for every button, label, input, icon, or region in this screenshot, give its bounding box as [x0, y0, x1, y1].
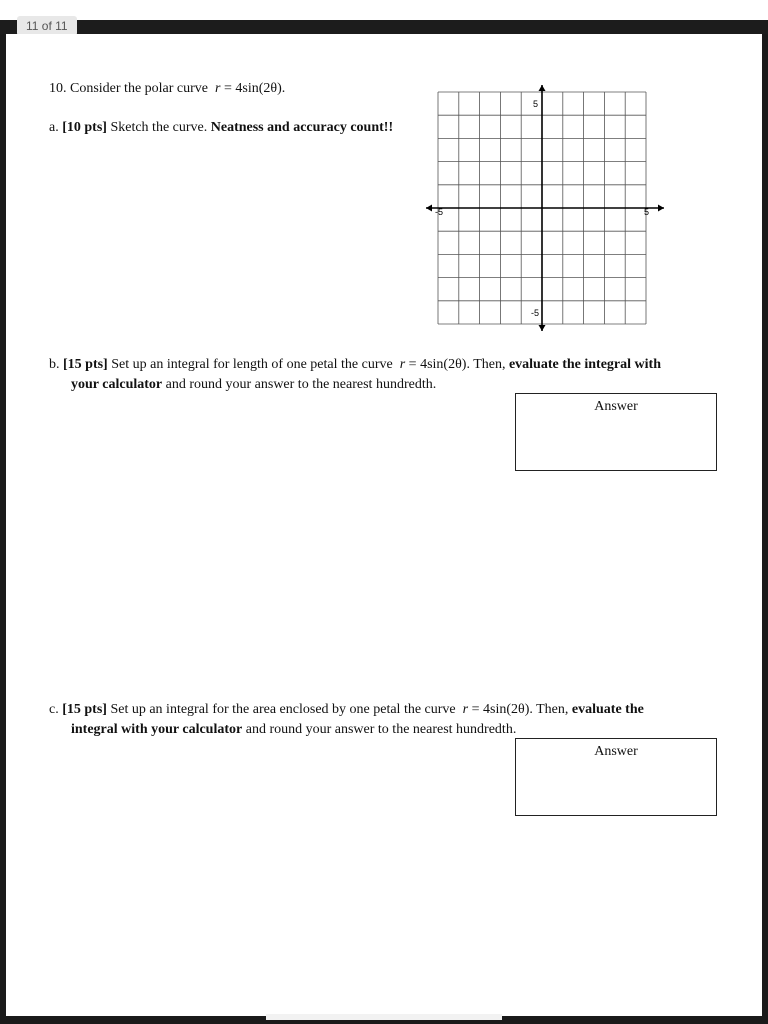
part-a-emphasis: Neatness and accuracy count!! [210, 120, 394, 135]
answer-label: Answer [594, 744, 638, 759]
part-b-line-2: your calculator and round your answer to the nearest hundredth. [71, 377, 437, 392]
question-intro: 10. Consider the polar curve r = 4sin(2θ). [49, 81, 286, 96]
tick-label-x-min: -5 [435, 207, 444, 217]
part-c-text: Set up an integral for the area enclosed by one petal the curve [110, 702, 456, 717]
part-c-line-2: integral with your calculator and round your answer to the nearest hundredth. [71, 722, 517, 737]
part-a-label: a. [49, 120, 59, 135]
answer-label: Answer [594, 399, 638, 414]
tick-label-y-min: -5 [531, 308, 540, 318]
document-page [6, 34, 762, 1016]
part-b: b. [15 pts] Set up an integral for length of one petal the curve r = 4sin(2θ). Then, evaluate the integral with [49, 357, 661, 372]
part-a [49, 118, 393, 138]
part-c-points: [15 pts] [62, 702, 107, 717]
part-b-text: Set up an integral for length of one petal the curve [111, 357, 393, 372]
part-c: c. [15 pts] Set up an integral for the area enclosed by one petal the curve r = 4sin(2θ). Then, evaluate the [49, 702, 644, 717]
part-b-label: b. [49, 357, 60, 372]
page-indicator[interactable]: 11 of 11 [17, 16, 77, 36]
viewer-toolbar-strip [0, 20, 768, 34]
part-a-points: [10 pts] [62, 120, 107, 135]
part-b-points: [15 pts] [63, 357, 108, 372]
tick-label-x-max: 5 [644, 207, 650, 217]
polar-equation: r = 4sin(2θ). [462, 702, 533, 717]
x-axis [426, 205, 664, 212]
coordinate-grid[interactable] [420, 82, 670, 334]
tick-label-y-max: 5 [533, 99, 539, 109]
part-a-text: Sketch the curve. [110, 120, 208, 135]
polar-equation: r = 4sin(2θ) [215, 81, 282, 96]
page-scroll-indicator [266, 1014, 502, 1020]
answer-box-c[interactable] [515, 738, 717, 816]
part-c-label: c. [49, 702, 59, 717]
question-intro-text: 10. Consider the polar curve [49, 81, 209, 96]
answer-box-b[interactable] [515, 393, 717, 471]
polar-equation: r = 4sin(2θ). [399, 357, 470, 372]
